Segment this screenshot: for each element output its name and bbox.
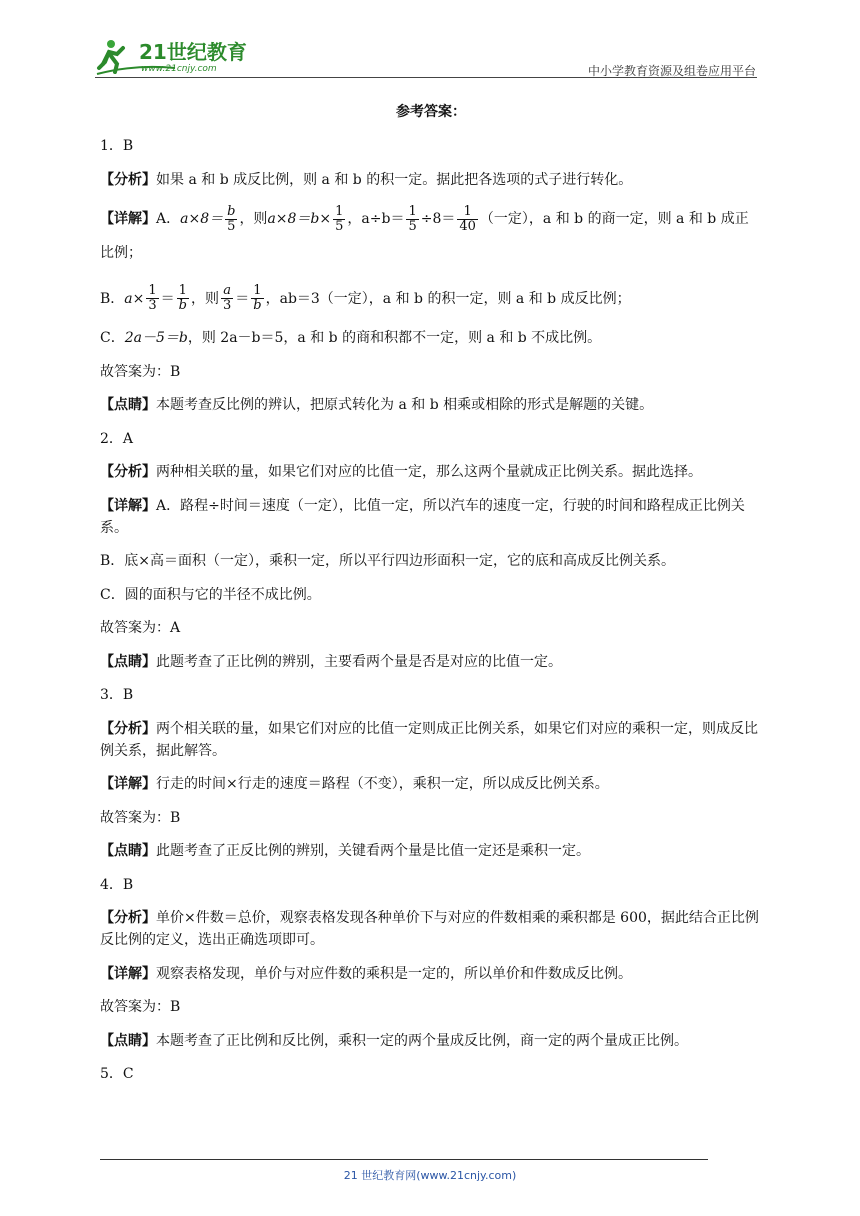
q4-comment: 【点睛】本题考查了正比例和反比例，乘积一定的两个量成反比例，商一定的两个量成正比例。	[100, 1032, 688, 1049]
fraction: $\frac{1}{5}$	[335, 203, 344, 234]
page-title: 参考答案：	[396, 104, 466, 120]
fraction: $\frac{1}{b}$	[253, 283, 262, 313]
comment-tag: 【点睛】	[100, 843, 156, 859]
q3-answer: 故答案为：B	[100, 809, 181, 826]
question-2-answer: 2．A	[100, 430, 134, 447]
math-expr: a×8＝	[180, 211, 224, 227]
option-c-label: C．	[100, 330, 125, 346]
header-divider	[95, 77, 757, 78]
fraction: $\frac{b}{5}$	[227, 203, 236, 234]
logo-url: www.21cnjy.com	[141, 64, 217, 74]
q2-analysis: 【分析】两种相关联的量，如果它们对应的比值一定，那么这两个量就成正比例关系。据此选择。	[100, 464, 702, 480]
answer-content	[100, 97, 762, 1097]
q1-comment: 【点睛】本题考查反比例的辨认，把原式转化为 a 和 b 相乘或相除的形式是解题的关键。	[100, 397, 654, 413]
q1-detail-b: B．a× $\frac{1}{3}$ ＝ $\frac{1}{b}$ ，则 $\frac{a}{3}$ ＝ $\frac{1}{b}$ ，ab＝3（一定），a 和 b 的积一定，则 a 和 b 成反比例；	[100, 283, 631, 313]
q2-answer: 故答案为：A	[100, 620, 181, 636]
fraction: $\frac{1}{5}$	[408, 203, 417, 234]
q4-answer: 故答案为：B	[100, 999, 181, 1015]
fraction: $\frac{1}{3}$	[148, 283, 157, 313]
detail-tag: 【详解】	[100, 211, 156, 227]
math-expr: 2a－5＝b	[124, 330, 188, 346]
analysis-tag: 【分析】	[100, 171, 156, 188]
logo-text: 21世纪教育	[139, 40, 247, 64]
analysis-tag: 【分析】	[100, 464, 156, 480]
q4-analysis: 【分析】单价×件数＝总价，观察表格发现各种单价下与对应的件数相乘的乘积都是 600，据此结合正比例反比例的定义，选出正确选项即可。	[100, 910, 759, 948]
page-header	[0, 0, 860, 80]
footer-divider	[100, 1159, 708, 1160]
question-1-answer: 1．B	[100, 138, 134, 154]
platform-name: 中小学教育资源及组卷应用平台	[587, 64, 756, 78]
q1-detail-c: C．2a－5＝b，则 2a－b＝5，a 和 b 的商和积都不一定，则 a 和 b 不成比例。	[100, 330, 602, 346]
analysis-tag: 【分析】	[100, 910, 156, 926]
q3-comment: 【点睛】此题考查了正反比例的辨别，关键看两个量是比值一定还是乘积一定。	[100, 843, 590, 859]
q3-detail: 【详解】行走的时间×行走的速度＝路程（不变），乘积一定，所以成反比例关系。	[100, 776, 609, 792]
q2-line-c: C．圆的面积与它的半径不成比例。	[100, 586, 321, 603]
comment-tag: 【点睛】	[100, 653, 156, 670]
comment-tag: 【点睛】	[100, 1032, 156, 1049]
option-b-label: B．	[100, 290, 125, 307]
q2-comment: 【点睛】此题考查了正比例的辨别，主要看两个量是否是对应的比值一定。	[100, 653, 562, 670]
q3-analysis: 【分析】两个相关联的量，如果它们对应的比值一定则成正比例关系，如果它们对应的乘积一定，则成反比例关系，据此解答。	[100, 720, 758, 759]
q1-answer: 故答案为：B	[100, 363, 181, 380]
text: ，则	[239, 211, 268, 227]
fraction: $\frac{1}{40}$	[459, 203, 476, 234]
footer-site-link[interactable]: 21 世纪教育网(www.21cnjy.com)	[343, 1169, 517, 1182]
q2-detail: 【详解】A．路程÷时间＝速度（一定），比值一定，所以汽车的速度一定，行驶的时间和路程成正比例关系。	[100, 497, 745, 536]
analysis-text: 如果 a 和 b 成反比例，则 a 和 b 的积一定。据此把各选项的式子进行转化。	[156, 171, 633, 188]
text: ，a÷b＝	[347, 211, 405, 227]
text: ÷8＝	[420, 211, 456, 227]
question-5-answer: 5．C	[100, 1066, 134, 1082]
detail-tag: 【详解】	[100, 776, 156, 792]
question-3-answer: 3．B	[100, 687, 134, 703]
fraction: $\frac{a}{3}$	[222, 283, 232, 313]
q1-analysis	[100, 169, 762, 191]
comment-tag: 【点睛】	[100, 397, 156, 413]
detail-tag: 【详解】	[100, 497, 156, 514]
q2-line-b: B．底×高＝面积（一定），乘积一定，所以平行四边形面积一定，它的底和高成反比例关系。	[100, 553, 676, 569]
math-expr: a×8＝b×	[267, 211, 332, 227]
option-a-label: A．	[156, 211, 181, 227]
fraction: $\frac{1}{b}$	[178, 283, 187, 313]
q4-detail: 【详解】观察表格发现，单价与对应件数的乘积是一定的，所以单价和件数成反比例。	[100, 965, 632, 982]
question-4-answer: 4．B	[100, 876, 134, 893]
math-expr: a×	[124, 290, 145, 307]
site-logo	[95, 34, 260, 78]
detail-tag: 【详解】	[100, 965, 156, 982]
logo-graphic	[95, 34, 260, 78]
analysis-tag: 【分析】	[100, 720, 156, 737]
q1-detail-a	[100, 202, 762, 270]
text: （一定），a 和 b 的商一定，则 a 和 b 成正比例；	[100, 211, 749, 261]
